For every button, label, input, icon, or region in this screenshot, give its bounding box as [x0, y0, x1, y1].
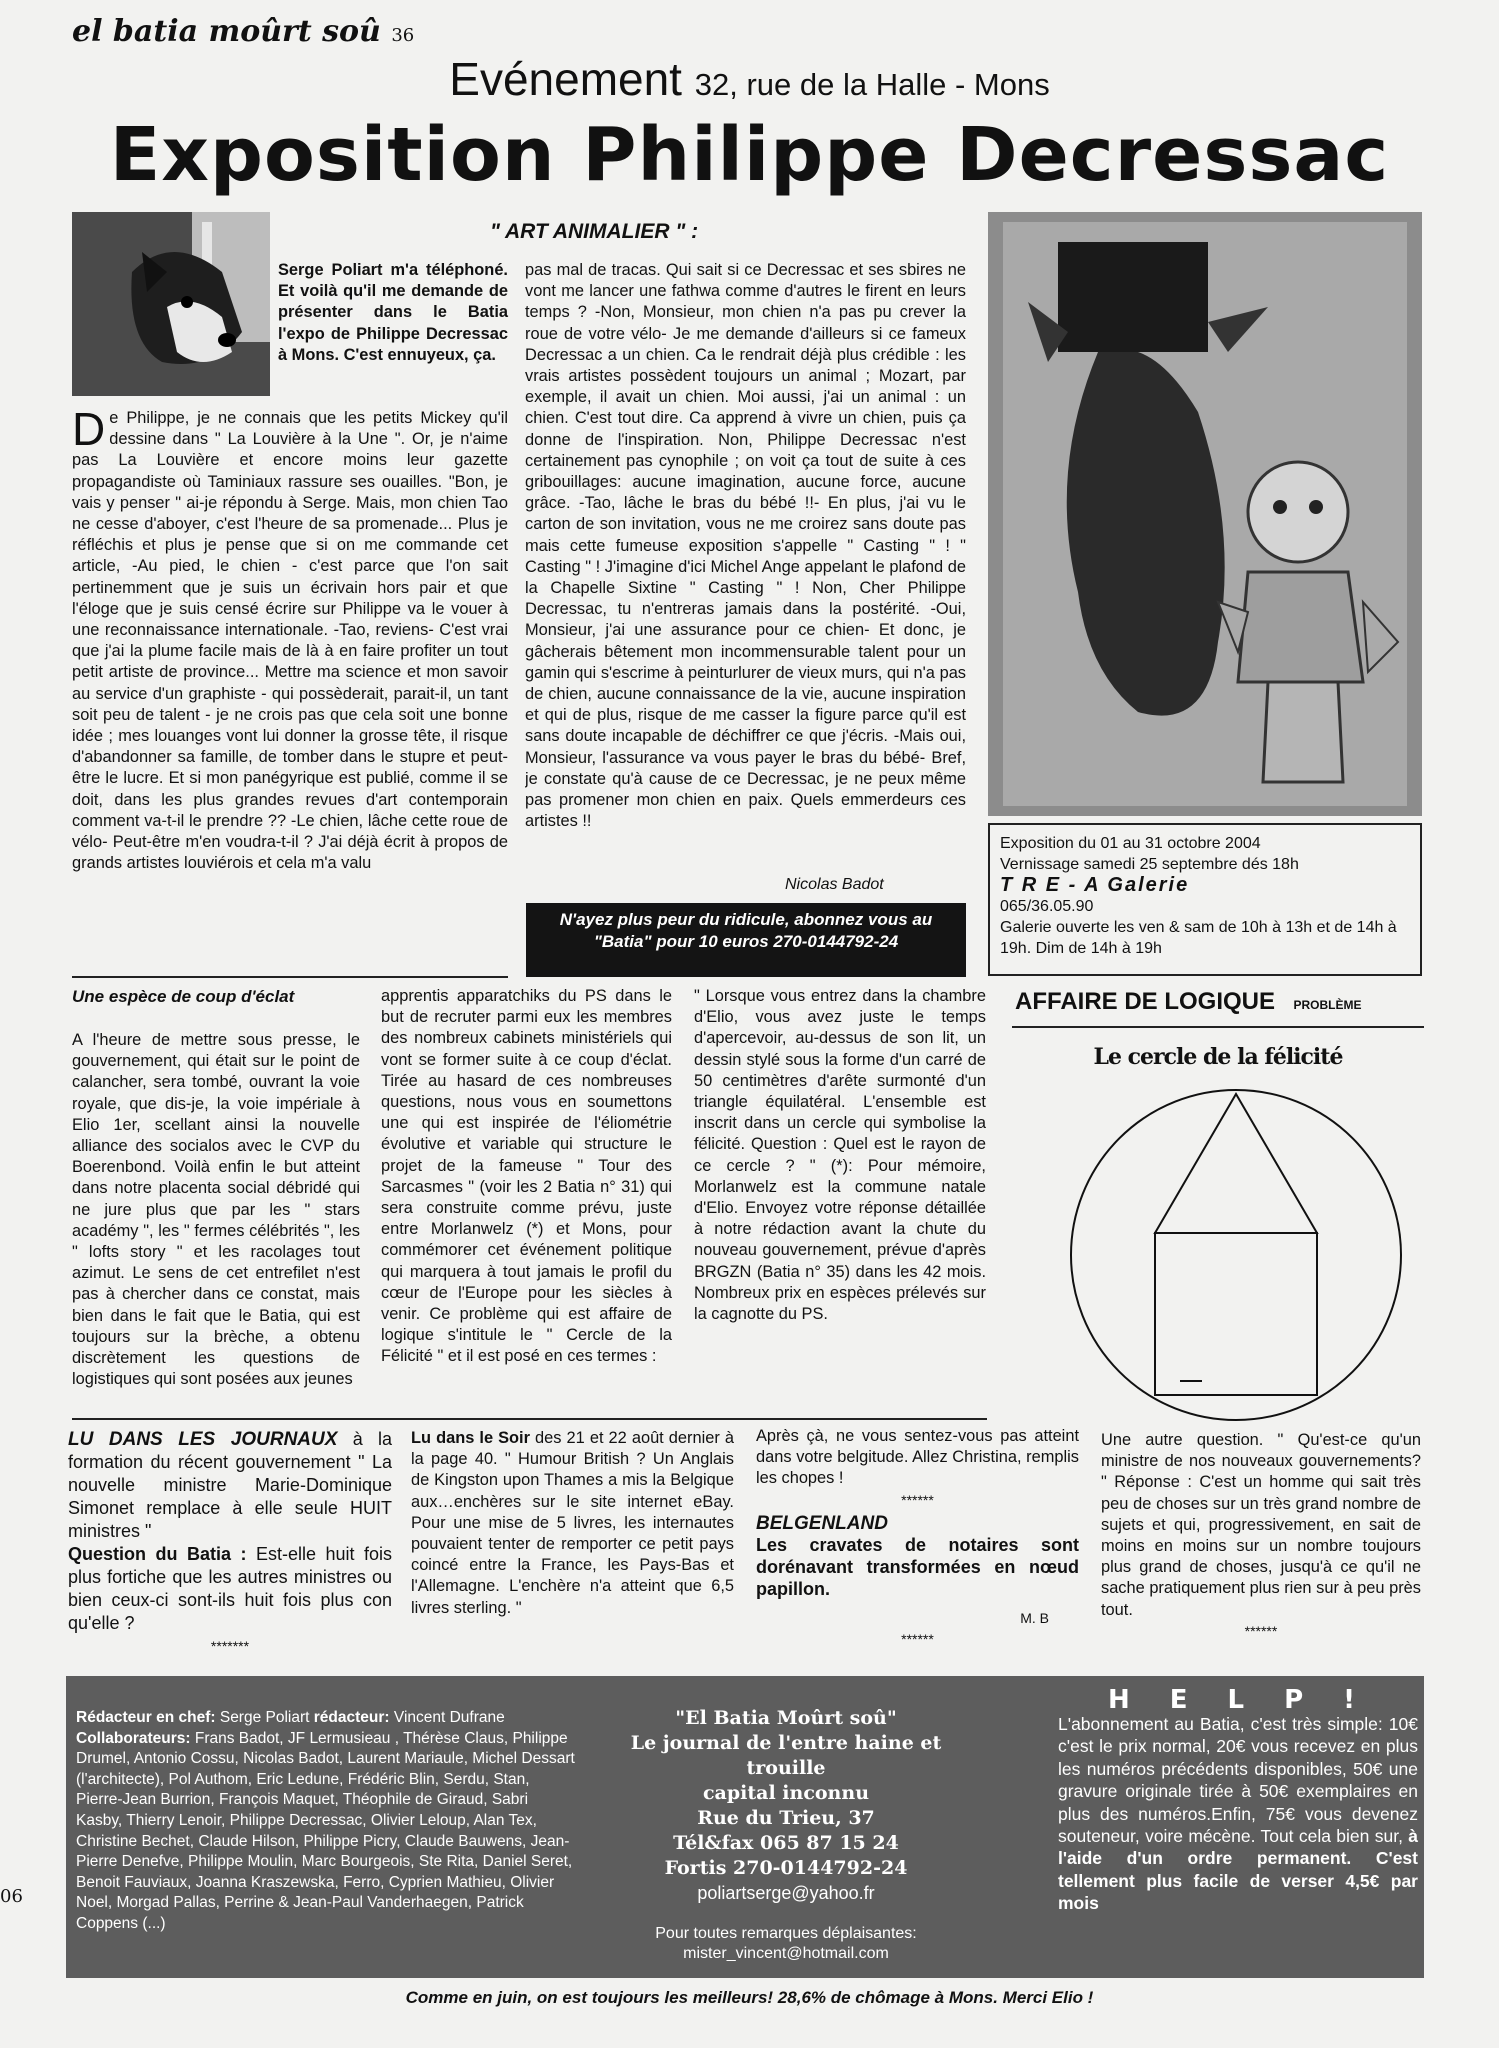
belgenland-heading: BELGENLAND	[756, 1512, 888, 1534]
dog-photo	[72, 212, 270, 396]
footer-center-line-3: capital inconnu	[702, 1782, 870, 1804]
redacteur-name: Vincent Dufrane	[389, 1709, 505, 1726]
article-subtitle: " ART ANIMALIER " :	[490, 220, 699, 243]
footer-credits	[76, 1708, 576, 1935]
christina-stars: ******	[901, 1491, 934, 1508]
expo-gallery: T R E - A Galerie	[1000, 874, 1190, 896]
figure-title: Le cercle de la félicité	[1093, 1044, 1343, 1070]
footer-center-line-1: "El Batia Moûrt soû"	[675, 1707, 897, 1729]
artwork-image	[988, 212, 1422, 816]
article-col1	[72, 408, 508, 968]
journaux-lead: à la formation du récent gouvernement " La nouvelle ministre Marie-Dominique Simonet remplace à elle seule HUIT ministres "	[68, 1429, 393, 1541]
redacteur-label: rédacteur:	[313, 1709, 390, 1726]
divider-logique	[1012, 1026, 1424, 1028]
christina-block	[756, 1426, 1079, 1650]
ministre-text: Une autre question. " Qu'est-ce qu'un ministre de nos nouveaux gouvernements? " Réponse : C'est un homme qui sait très peu de choses sur un très grand nombre de sujets et qui, progressivement, en sait de moins en moins sur un nombre toujours plus grand de choses, jusqu'à ce qu'il ne sache pratiquement plus rien sur à peu près tout.	[1101, 1431, 1421, 1619]
coup-col2: apprentis apparatchiks du PS dans le but de recruter parmi eux les membres des nombreux cabinets ministériels qui vont se former suite à ce coup d'éclat. Tirée au hasard de ces nombreuses questions, nous vous en soumettons une qui est inspirée de l'éliométrie évolutive et variable qui structure le projet de la fameuse " Tour des Sarcasmes " (voir les 2 Batia n° 31) qui sera construite comme prévu, juste entre Morlanwelz (*) et Mons, pour commémorer cet événement politique qui marquera à tout jamais le profil du cœur de l'Europe pour les siècles à venir. Ce problème qui est affaire de logique s'intitule le " Cercle de la Félicité " et il est posé en ces termes :	[381, 987, 672, 1366]
event-line	[0, 52, 1499, 106]
coup-col3: " Lorsque vous entrez dans la chambre d'Elio, vous avez juste le temps d'apercevoir, au-dessus de son lit, un dessin stylé sous la forme d'un carré de 50 centimètres d'arête surmonté d'un triangle équilatéral. L'ensemble est inscrit dans un cercle qui symbolise la félicité. Question : Quel est le rayon de ce cercle ? " (*): Pour mémoire, Morlanwelz est la commune natale d'Elio. Envoyez votre réponse détaillée à notre rédaction avant la chute du nouveau gouvernement, prévue d'après BRGZN (Batia n° 35) dans les 42 mois. Nombreux prix en espèces prélevés sur la cagnotte du PS.	[694, 987, 986, 1324]
masthead-name: el batia moûrt soû	[72, 14, 381, 49]
subscribe-banner: N'ayez plus peur du ridicule, abonnez vous au "Batia" pour 10 euros 270-0144792-24	[526, 903, 966, 977]
article-author: Nicolas Badot	[785, 876, 884, 893]
page-title: Exposition Philippe Decressac	[109, 112, 1390, 198]
journaux-stars: *******	[210, 1638, 250, 1654]
expo-vernissage: Vernissage samedi 25 septembre dés 18h	[1000, 856, 1299, 873]
help-bold: à l'aide d'un ordre permanent. C'est tellement plus facile de verser 4,5€ par mois	[1058, 1826, 1418, 1914]
masthead	[72, 14, 414, 49]
article-col2: pas mal de tracas. Qui sait si ce Decressac et ses sbires ne vont me lancer une fathwa comme d'autres le firent en leurs temps ? -Non, Monsieur, mon chien n'a pas pu crever la roue de votre vélo- Je me demande d'ailleurs si ce fameux Decressac a un chien. Ca le rendrait déjà plus crédible : les vrais artistes possèdent toujours un animal ; Mozart, par exemple, il avait un chien. Moi aussi, j'ai un animal : un chien. C'est tout dire. Ca apprend à vivre un chien, puis ça donne de l'inspiration. Non, Philippe Decressac n'est certainement pas cynophile ; on voit ça tout de suite à ces gribouillages: aucune imagination, aucune force, aucune grâce. -Tao, lâche le bras du bébé !!- En plus, j'ai vu le carton de son invitation, vous ne me croirez sans doute pas mais cette fumeuse exposition s'appelle " Casting " ! " Casting " ! J'imagine d'ici Michel Ange appelant le plafond de la Chapelle Sixtine " Casting " ! Non, Cher Philippe Decressac, tu n'entreras jamais dans la postérité. -Oui, Monsieur, j'ai une assurance pour ce chien- Et donc, je gâcherais bêtement mon incommensurable talent pour un gamin qui s'escrime à peinturlurer de vieux murs, qui n'a pas de chien, aucune connaissance de la vie, aucune inspiration et qui de plus, risque de me casser la figure parce qu'il est sans doute incapable de déchiffrer ce que j'écris. -Mais oui, Monsieur, l'assurance va vous payer le bras du bébé- Bref, je constate qu'à cause de ce Decressac, je ne peux même pas promener mon chien en paix. Quels emmerdeurs ces artistes !!	[525, 261, 966, 831]
article-intro: Serge Poliart m'a téléphoné. Et voilà qu'il me demande de présenter dans le Batia l'expo de Philippe Decressac à Mons. C'est ennuyeux, ça.	[278, 261, 508, 364]
bottom-tagline: Comme en juin, on est toujours les meilleurs! 28,6% de chômage à Mons. Merci Elio !	[405, 1988, 1094, 2007]
event-label: Evénement	[449, 53, 682, 105]
side-page-number: 06	[0, 1886, 23, 1907]
journaux-question-label: Question du Batia :	[68, 1544, 247, 1564]
expo-phone: 065/36.05.90	[1000, 898, 1094, 915]
soir-heading: Lu dans le Soir	[411, 1429, 530, 1447]
logique-heading-block	[1015, 988, 1425, 1016]
help-body	[1058, 1713, 1418, 1915]
article-col1-text: e Philippe, je ne connais que les petits Mickey qu'il dessine dans " La Louvière à la Une ". Or, je n'aime pas La Louvière et encore moins leur gazette propagandiste où Taminiaux rassure ses ouailles. "Bon, je vais y penser " ai-je répondu à Serge. Mais, mon chien Tao ne cesse d'aboyer, c'est l'heure de sa promenade... Plus je réfléchis et plus je pense que si on me commande cet article, -Au pied, le chien - c'est parce que l'on sait pertinemment que je suis un écrivain hors pair et que l'éloge que je suis censé écrire sur Philippe va le vouer à une reconnaissance internationale. -Tao, reviens- C'est vrai que j'ai la plume facile mais de là à en faire profiter un tout petit artiste de province... Mettre ma science et mon savoir au service d'un graphiste - qui possèderait, parait-il, un tant soit peu de talent - je ne crois pas que cela soit une bonne idée ; mes louanges vont lui donner la grosse tête, il risque d'abandonner sa famille, de tomber dans le stupre et peut-être le lucre. Et si mon panégyrique est publié, comme il se doit, dans les plus grandes revues d'art contemporain comment va-t-il le prendre ?? -Le chien, lâche cette roue de vélo- Peut-être m'en voudra-t-il ? J'ai déjà écrit à propos de grands artistes louviérois et cela m'a valu	[72, 409, 508, 873]
logique-tag: PROBLÈME	[1293, 998, 1362, 1012]
footer-center-line-4: Rue du Trieu, 37	[697, 1807, 875, 1829]
footer-center	[626, 1706, 946, 1964]
soir-text: des 21 et 22 août dernier à la page 40. " Humour British ? Un Anglais de Kingston upon Thames a mis la Belgique aux…enchères sur le site internet eBay. Pour une mise de 5 livres, les internautes pouvaient tenter de remporter ce petit pays coincé entre la France, les Pays-Bas et l'Allemagne. L'enchère n'a atteint que 6,5 livres sterling. "	[411, 1429, 734, 1617]
footer-center-line-5: Tél&fax 065 87 15 24	[673, 1832, 899, 1854]
belgenland-stars: ******	[901, 1631, 934, 1648]
artwork-illustration	[988, 212, 1422, 816]
footer-email-2[interactable]: mister_vincent@hotmail.com	[683, 1945, 889, 1962]
felicity-diagram	[1060, 1080, 1416, 1430]
collab-list: Frans Badot, JF Lermusieau , Thérèse Claus, Philippe Drumel, Antonio Cossu, Nicolas Badot, Laurent Mariaule, Michel Dessart (l'architecte), Pol Authom, Eric Ledune, Frédéric Blin, Serdu, Stan, Pierre-Jean Burrion, François Maquet, Théophile de Giraud, Sabri Kasby, Thierry Lenoir, Philippe Decressac, Olivier Leloup, Alan Tex, Christine Bechet, Claude Hilson, Philippe Picry, Claude Bauwens, Jean-Pierre Denefve, Philippe Moulin, Marc Bourgeois, Ste Rita, Daniel Seret, Benoit Fauviaux, Joanna Kraszewska, Ferro, Cyprien Mathieu, Olivier Noel, Morgad Pallas, Perrine & Jean-Paul Vanderhaegen, Patrick Coppens (...)	[76, 1729, 575, 1932]
expo-dates: Exposition du 01 au 31 octobre 2004	[1000, 835, 1261, 852]
belgenland-sign: M. B	[1020, 1610, 1049, 1627]
coup-col1: A l'heure de mettre sous presse, le gouvernement, qui était sur le point de calancher, sera tombé, ouvrant la voie royale, que dis-je, la voie impériale à Elio 1er, scellant ainsi la nouvelle alliance des socialos avec le CVP du Boerenbond. Voilà enfin le but atteint dans notre placenta social débridé qui ne jure plus que par les " stars académy ", les " fermes célébrités ", les " lofts story " et les racolages tout azimut. Le sens de cet entrefilet n'est pas à chercher dans ce constat, mais bien dans le fait que le Batia, qui est toujours sur la brèche, a obtenu discrètement les questions de logistiques qui sont posées aux jeunes	[72, 1031, 360, 1389]
page-number: 36	[391, 25, 415, 46]
journaux-block	[68, 1428, 392, 1658]
collab-label: Collaborateurs:	[76, 1729, 191, 1747]
help-text: L'abonnement au Batia, c'est très simple: 10€ c'est le prix normal, 20€ vous recevez en plus les numéros précédents disponibles, 50€ une gravure originale tirée à 50€ exemplaires en plus des numéros.Enfin, 75€ vous devenez souteneur, voire mécène. Tout cela bien sur,	[1058, 1714, 1418, 1847]
footer-center-line-2: Le journal de l'entre haine et trouille	[630, 1732, 942, 1779]
expo-info-box	[988, 823, 1422, 976]
expo-hours: Galerie ouverte les ven & sam de 10h à 13h et de 14h à 19h. Dim de 14h à 19h	[1000, 919, 1397, 957]
christina-text: Après çà, ne vous sentez-vous pas atteint dans votre belgitude. Allez Christina, remplis les chopes !	[756, 1427, 1079, 1488]
redac-label: Rédacteur en chef:	[76, 1709, 216, 1726]
footer-help	[1058, 1685, 1418, 1915]
footer-box	[66, 1676, 1424, 1978]
ministre-stars: ******	[1244, 1622, 1278, 1639]
divider-2	[72, 1418, 987, 1420]
footer-remarks: Pour toutes remarques déplaisantes:	[655, 1925, 917, 1942]
footer-center-line-6: Fortis 270-0144792-24	[664, 1857, 908, 1879]
soir-block	[411, 1428, 734, 1619]
journaux-heading: LU DANS LES JOURNAUX	[68, 1429, 338, 1450]
footer-email[interactable]: poliartserge@yahoo.fr	[697, 1883, 875, 1903]
divider-1	[72, 976, 508, 978]
dropcap: D	[72, 408, 106, 455]
ministre-block	[1101, 1430, 1421, 1642]
belgenland-text: Les cravates de notaires sont dorénavant transformées en nœud papillon.	[756, 1535, 1079, 1600]
event-address: 32, rue de la Halle - Mons	[694, 67, 1050, 102]
journaux-question: Est-elle huit fois plus fortiche que les autres ministres ou bien ceux-ci sont-ils huit fois plus con qu'elle ?	[68, 1544, 392, 1633]
dog-image	[72, 212, 270, 396]
coup-heading: Une espèce de coup d'éclat	[72, 987, 295, 1006]
logique-heading: AFFAIRE DE LOGIQUE	[1015, 988, 1276, 1015]
help-title: HELP!	[1108, 1685, 1396, 1715]
redac-name: Serge Poliart	[215, 1709, 314, 1726]
